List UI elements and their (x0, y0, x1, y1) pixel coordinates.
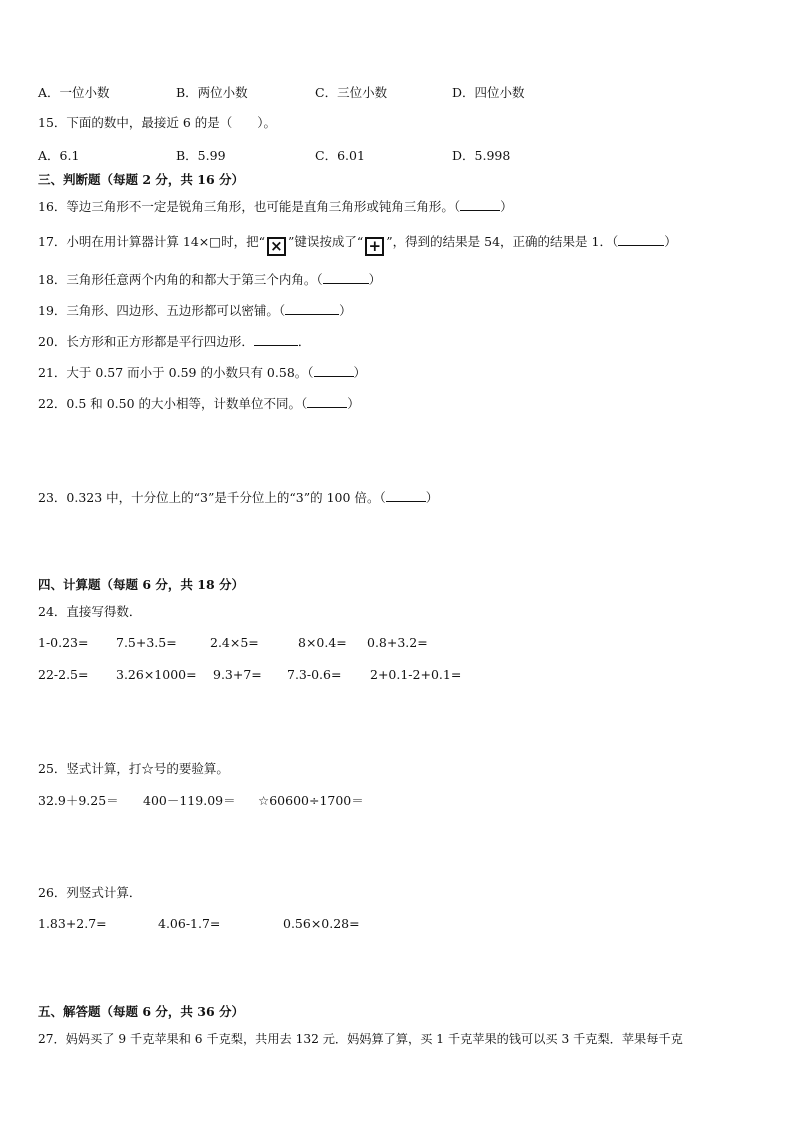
q24-item: 3.26×1000= (116, 667, 197, 682)
multiply-key-icon: × (267, 237, 286, 256)
q25-item: 400－119.09＝ (143, 793, 236, 808)
q14-option-c: C．三位小数 (315, 85, 388, 100)
q24-item: 8×0.4= (298, 635, 347, 650)
q19-answer-blank[interactable] (285, 302, 339, 315)
q18-close: ） (368, 272, 382, 287)
q23-text: 23．0.323 中，十分位上的“3”是千分位上的“3”的 100 倍。（ (38, 490, 386, 505)
q14-option-d: D．四位小数 (452, 85, 525, 100)
q21-close: ） (353, 365, 367, 380)
q16-answer-blank[interactable] (460, 198, 500, 211)
q24-item: 7.3-0.6= (287, 667, 342, 682)
q21-answer-blank[interactable] (314, 364, 354, 377)
q16-text: 16．等边三角形不一定是锐角三角形，也可能是直角三角形或钝角三角形。（ (38, 199, 461, 214)
q24-item: 9.3+7= (213, 667, 262, 682)
q15-option-d: D．5.998 (452, 148, 511, 163)
q14-option-b: B．两位小数 (176, 85, 248, 100)
q17-text-a: 17．小明在用计算器计算 14×□时，把“ (38, 234, 265, 249)
q24-item: 2+0.1-2+0.1= (370, 667, 462, 682)
q22-text: 22．0.5 和 0.50 的大小相等，计数单位不同。（ (38, 396, 308, 411)
q18 (38, 271, 381, 289)
q20-answer-blank[interactable] (254, 333, 298, 346)
q16 (38, 198, 513, 216)
q24-item: 2.4×5= (210, 635, 259, 650)
q22-answer-blank[interactable] (307, 395, 347, 408)
q19-text: 19．三角形、四边形、五边形都可以密铺。（ (38, 303, 286, 318)
q21-text: 21．大于 0.57 而小于 0.59 的小数只有 0.58。（ (38, 365, 314, 380)
q21 (38, 364, 366, 382)
q23-answer-blank[interactable] (386, 489, 426, 502)
q20 (38, 333, 310, 351)
q17 (38, 233, 677, 256)
q25-text: 25．竖式计算，打☆号的要验算。 (38, 761, 229, 776)
q24-item: 0.8+3.2= (367, 635, 428, 650)
q26-item: 1.83+2.7= (38, 916, 107, 931)
q15-text: 15．下面的数中，最接近 6 的是（ ）。 (38, 115, 277, 130)
q26-item: 0.56×0.28= (283, 916, 360, 931)
plus-key-icon: + (365, 237, 384, 256)
q23 (38, 489, 438, 507)
q19 (38, 302, 352, 320)
q27-text: 27．妈妈买了 9 千克苹果和 6 千克梨，共用去 132 元．妈妈算了算，买 1 千克苹果的钱可以买 3 千克梨．苹果每千克 (38, 1032, 683, 1046)
q20-text: 20．长方形和正方形都是平行四边形． (38, 334, 254, 349)
section4-title: 四、计算题（每题 6 分，共 18 分） (38, 577, 245, 592)
q22-close: ） (347, 396, 360, 411)
q24-text: 24．直接写得数． (38, 604, 142, 619)
q15-option-c: C．6.01 (315, 148, 365, 163)
q17-text-b: ”键误按成了“ (287, 234, 364, 249)
q15-option-b: B．5.99 (176, 148, 226, 163)
section3-title: 三、判断题（每题 2 分，共 16 分） (38, 172, 245, 187)
q18-text: 18．三角形任意两个内角的和都大于第三个内角。（ (38, 272, 323, 287)
q22 (38, 395, 360, 413)
q19-close: ） (339, 303, 352, 318)
q17-text-c: ”，得到的结果是 54，正确的结果是 1．（ (386, 234, 619, 249)
q20-dot: ． (297, 334, 311, 349)
q25-item: 32.9＋9.25＝ (38, 793, 119, 808)
q17-close: ） (664, 234, 677, 249)
q26-item: 4.06-1.7= (158, 916, 221, 931)
q15-option-a: A．6.1 (38, 148, 80, 163)
q16-close: ） (500, 199, 513, 214)
q26-text: 26．列竖式计算． (38, 885, 142, 900)
q24-item: 7.5+3.5= (116, 635, 177, 650)
q23-close: ） (425, 490, 439, 505)
q18-answer-blank[interactable] (323, 271, 369, 284)
q25-item: ☆60600÷1700＝ (258, 793, 364, 808)
q17-answer-blank[interactable] (618, 233, 664, 246)
section5-title: 五、解答题（每题 6 分，共 36 分） (38, 1004, 245, 1019)
q24-item: 22-2.5= (38, 667, 89, 682)
q24-item: 1-0.23= (38, 635, 89, 650)
q14-option-a: A．一位小数 (38, 85, 110, 100)
